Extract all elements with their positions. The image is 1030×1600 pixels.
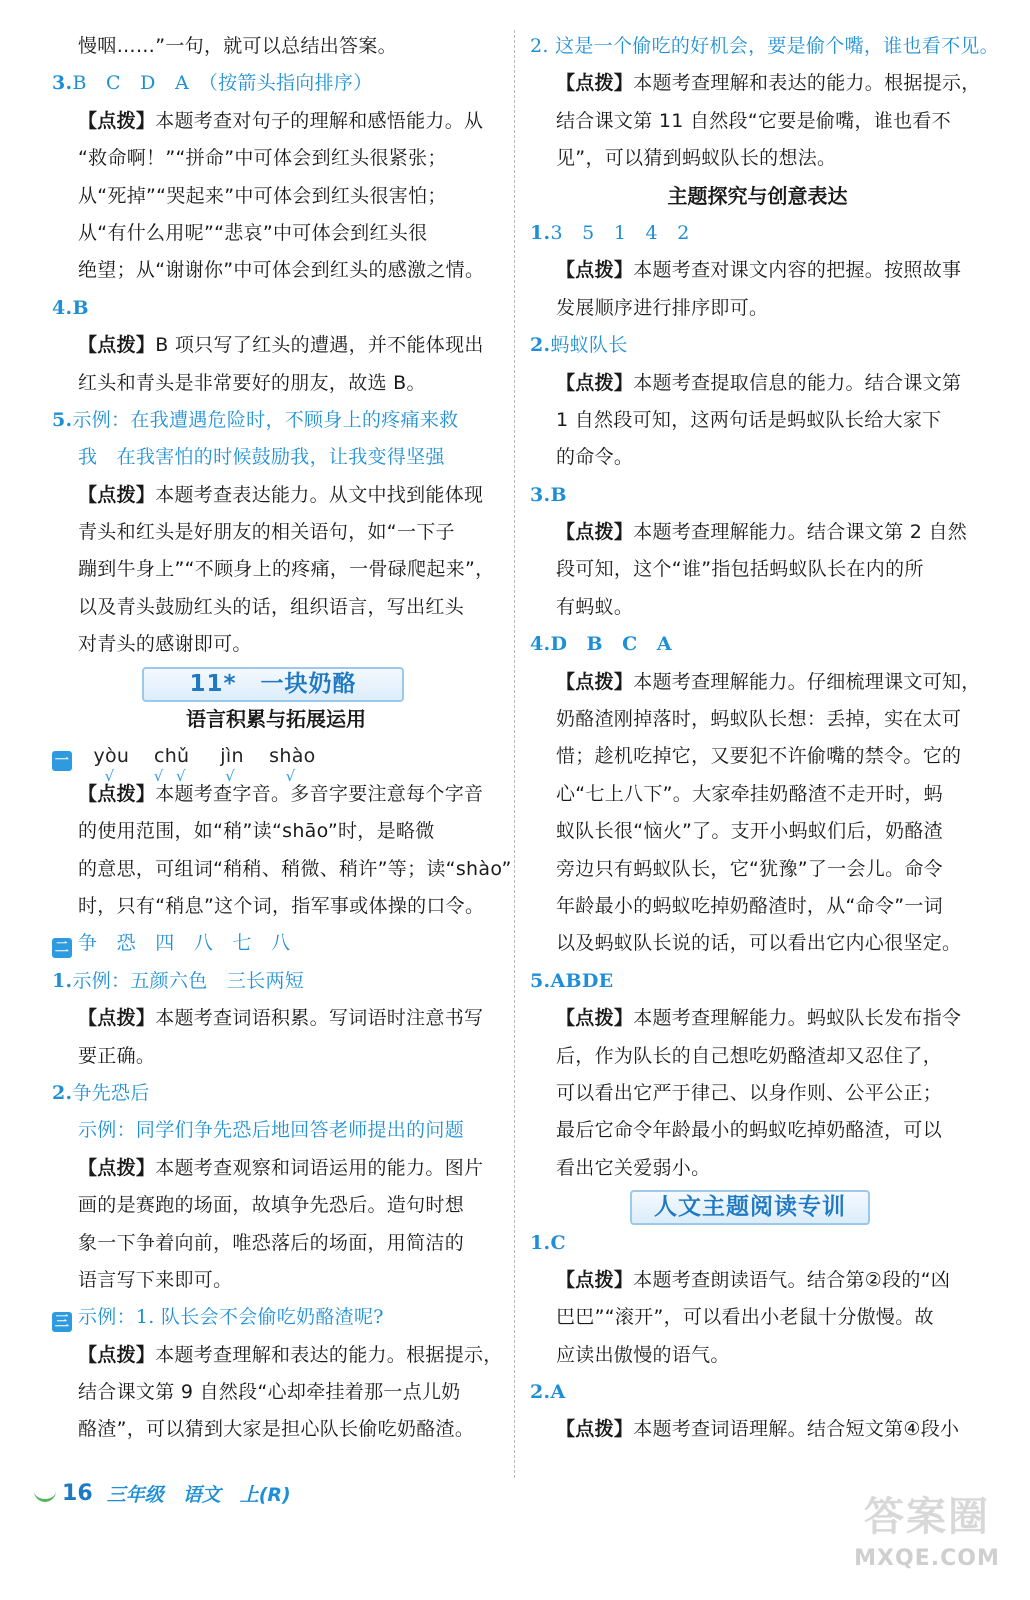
- right-column: [530, 28, 999, 1449]
- text-line: 有蚂蚁。: [556, 595, 634, 618]
- pinyin-item: shào √: [265, 738, 319, 775]
- hint-line: 【点拨】本题考查词语理解。结合短文第④段小: [556, 1418, 960, 1441]
- text-line: 从“有什么用呢”“悲哀”中可体会到红头很: [78, 221, 428, 244]
- text-line: 语言写下来即可。: [78, 1268, 233, 1291]
- hint-line: 【点拨】本题考查观察和词语运用的能力。图片: [78, 1156, 484, 1179]
- hint-line: 【点拨】本题考查理解能力。结合课文第 2 自然: [556, 521, 968, 544]
- text-line: 酪渣”，可以猜到大家是担心队长偷吃奶酪渣。: [78, 1418, 475, 1441]
- hint-line: 【点拨】本题考查提取信息的能力。结合课文第: [556, 371, 962, 394]
- column-divider: [514, 30, 515, 1478]
- text-line: 旁边只有蚂蚁队长，它“犹豫”了一会儿。命令: [556, 857, 943, 880]
- hint-line: 【点拨】本题考查表达能力。从文中找到能体现: [78, 483, 484, 506]
- banner-title: 人文主题阅读专训: [630, 1190, 870, 1225]
- watermark-url: MXQE.COM: [854, 1546, 1000, 1571]
- hint-line: 【点拨】本题考查词语积累。写词语时注意书写: [78, 1007, 484, 1030]
- section-marker: 三: [52, 1312, 72, 1332]
- answer-p2: 2.A: [530, 1381, 566, 1404]
- text-line: 以及蚂蚁队长说的话，可以看出它内心很坚定。: [556, 932, 962, 955]
- left-column: [52, 28, 512, 1449]
- leaf-icon: [34, 1485, 56, 1502]
- example-line: 示例：同学们争先恐后地回答老师提出的问题: [78, 1119, 465, 1142]
- answer-q5: 5.ABDE: [530, 969, 614, 992]
- text-line: 要正确。: [78, 1044, 156, 1067]
- text-line: 见”，可以猜到蚂蚁队长的想法。: [556, 147, 837, 170]
- text-line: 对青头的感谢即可。: [78, 633, 252, 656]
- answer-q3: 3.B C D A （按箭头指向排序）: [52, 72, 373, 95]
- answer-q2: 2.蚂蚁队长: [530, 334, 628, 357]
- text-line: 画的是赛跑的场面，故填争先恐后。造句时想: [78, 1194, 465, 1217]
- answer-q4: 4.B: [52, 296, 89, 319]
- lesson-title: 11* 一块奶酪: [142, 667, 404, 702]
- page-footer: [34, 1480, 291, 1514]
- text-line: 1 自然段可知，这两句话是蚂蚁队长给大家下: [556, 408, 942, 431]
- hint-line: 【点拨】本题考查理解能力。仔细梳理课文可知，: [556, 670, 981, 693]
- text-line: 青头和红头是好朋友的相关语句，如“一下子: [78, 521, 455, 544]
- page-number: 16: [62, 1481, 93, 1506]
- text-line: 惜；趁机吃掉它，又要犯不许偷嘴的禁令。它的: [556, 745, 962, 768]
- answer-q4: 4.D B C A: [530, 633, 672, 656]
- text-line: 结合课文第 11 自然段“它要是偷嘴，谁也看不: [556, 109, 951, 132]
- hint-line: 【点拨】本题考查朗读语气。结合第②段的“凶: [556, 1268, 951, 1291]
- text-line: 绝望；从“谢谢你”中可体会到红头的感激之情。: [78, 259, 485, 282]
- text-line: 象一下争着向前，唯恐落后的场面，用简洁的: [78, 1231, 465, 1254]
- pinyin-item: chǔ √ √: [145, 738, 199, 775]
- section-marker: 二: [52, 938, 72, 958]
- text-line: 结合课文第 9 自然段“心却牵挂着那一点儿奶: [78, 1381, 461, 1404]
- text-line: 慢咽……”一句，就可以总结出答案。: [78, 35, 397, 57]
- text-line: 年龄最小的蚂蚁吃掉奶酪渣时，从“命令”一词: [556, 894, 943, 917]
- text-line: 最后它命令年龄最小的蚂蚁吃掉奶酪渣，可以: [556, 1119, 943, 1142]
- hint-line: 【点拨】本题考查对课文内容的把握。按照故事: [556, 259, 962, 282]
- watermark-logo: 答案圈: [864, 1494, 990, 1540]
- section-title: 语言积累与拓展运用: [186, 707, 366, 732]
- answer-line: 2. 这是一个偷吃的好机会，要是偷个嘴，谁也看不见。: [530, 35, 999, 57]
- check-mark-icon: √: [285, 767, 300, 786]
- hint-line: 【点拨】本题考查字音。多音字要注意每个字音: [78, 782, 484, 805]
- text-line: 蹦到牛身上”“不顾身上的疼痛，一骨碌爬起来”，: [78, 558, 495, 581]
- text-line: 心“七上八下”。大家牵挂奶酪渣不走开时，蚂: [556, 782, 943, 805]
- text-line: 的命令。: [556, 446, 634, 469]
- text-line: 蚁队长很“恼火”了。支开小蚂蚁们后，奶酪渣: [556, 820, 943, 843]
- text-line: 后，作为队长的自己想吃奶酪渣却又忍住了，: [556, 1044, 943, 1067]
- answer-q3: 3.B: [530, 483, 567, 506]
- book-info: 三年级 语文 上(R): [106, 1484, 291, 1506]
- text-line: 的意思，可组词“稍稍、稍微、稍许”等；读“shào”: [78, 857, 512, 880]
- hint-line: 【点拨】本题考查理解和表达的能力。根据提示，: [556, 72, 981, 95]
- lesson-banner: [52, 664, 500, 701]
- answer-q2: 2.争先恐后: [52, 1081, 150, 1104]
- check-mark-icon: √: [104, 767, 119, 786]
- text-line: 从“死掉”“哭起来”中可体会到红头很害怕；: [78, 184, 447, 207]
- watermark: [842, 1490, 1012, 1580]
- hint-line: 【点拨】B 项只写了红头的遭遇，并不能体现出: [78, 334, 484, 357]
- text-line: 的使用范围，如“稍”读“shāo”时，是略微: [78, 820, 435, 843]
- part-two-answer: 二 争 恐 四 八 七 八: [52, 925, 500, 962]
- answer-q5: 5.示例：在我遭遇危险时，不顾身上的疼痛来救: [52, 408, 459, 431]
- check-mark-icon: √ √: [153, 767, 190, 786]
- pinyin-item: jìn √: [205, 738, 259, 775]
- text-line: 以及青头鼓励红头的话，组织语言，写出红头: [78, 595, 465, 618]
- text-line: 巴巴”“滚开”，可以看出小老鼠十分傲慢。故: [556, 1306, 934, 1329]
- check-mark-icon: √: [225, 767, 239, 786]
- hint-line: 【点拨】本题考查对句子的理解和感悟能力。从: [78, 109, 484, 132]
- hint-line: 【点拨】本题考查理解和表达的能力。根据提示，: [78, 1343, 503, 1366]
- answer-q1: 1.3 5 1 4 2: [530, 221, 690, 244]
- part-one-pinyin: [52, 738, 500, 786]
- text-line: 段可知，这个“谁”指包括蚂蚁队长在内的所: [556, 558, 924, 581]
- answer-p1: 1.C: [530, 1231, 566, 1254]
- hint-line: 【点拨】本题考查理解能力。蚂蚁队长发布指令: [556, 1007, 962, 1030]
- text-line: 红头和青头是非常要好的朋友，故选 B。: [78, 371, 426, 394]
- topic-banner: [530, 1187, 985, 1224]
- section-marker: 一: [52, 751, 72, 771]
- answer-q1: 1.示例：五颜六色 三长两短: [52, 969, 305, 992]
- text-line: “救命啊！”“拼命”中可体会到红头很紧张；: [78, 147, 447, 170]
- text-line: 看出它关爱弱小。: [556, 1156, 711, 1179]
- text-line: 时，只有“稍息”这个词，指军事或体操的口令。: [78, 894, 485, 917]
- pinyin-item: yòu √: [84, 738, 138, 775]
- text-line: 应读出傲慢的语气。: [556, 1343, 730, 1366]
- answer-line: 我 在我害怕的时候鼓励我，让我变得坚强: [78, 446, 445, 469]
- section-title: 主题探究与创意表达: [667, 183, 848, 208]
- text-line: 奶酪渣刚掉落时，蚂蚁队长想：丢掉，实在太可: [556, 708, 962, 731]
- text-line: 可以看出它严于律己、以身作则、公平公正；: [556, 1081, 943, 1104]
- text-line: 发展顺序进行排序即可。: [556, 296, 769, 319]
- part-three-answer: 三 示例：1. 队长会不会偷吃奶酪渣呢?: [52, 1299, 500, 1336]
